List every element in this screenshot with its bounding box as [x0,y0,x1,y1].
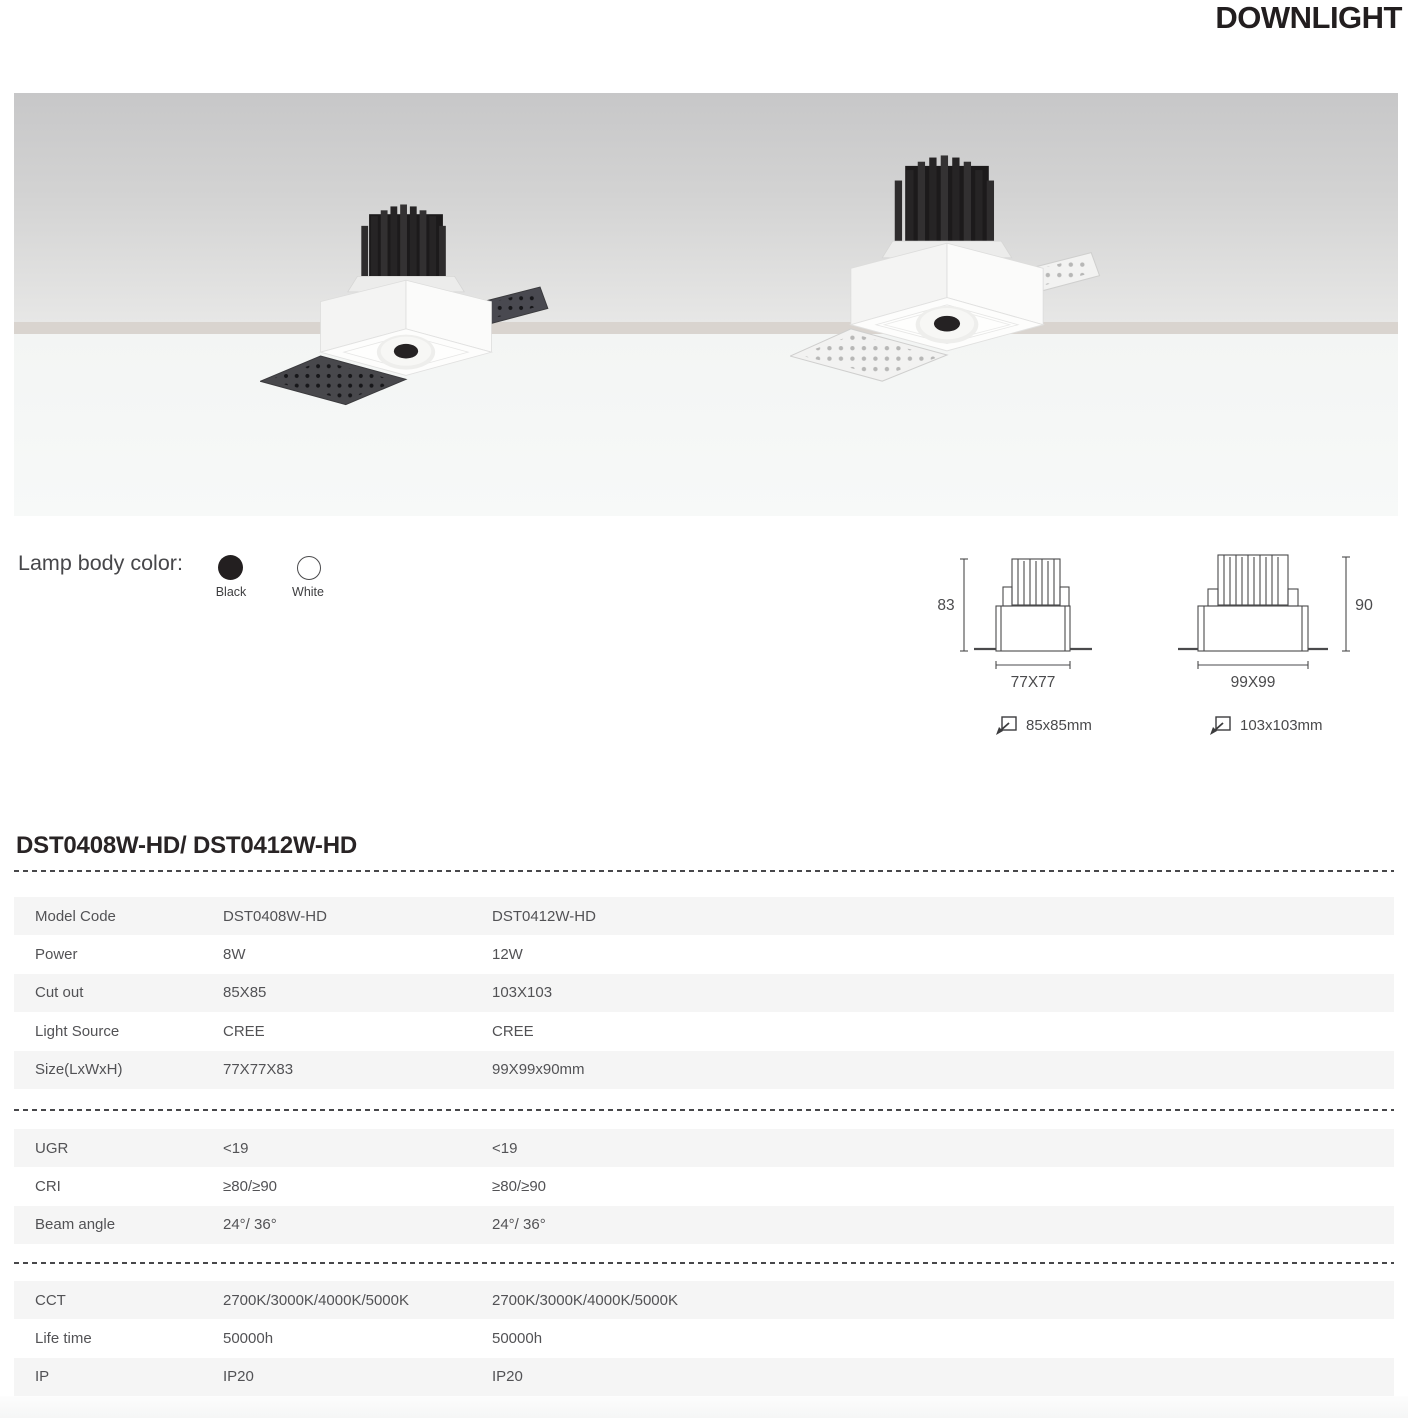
height-dim-label-small: 83 [937,597,955,614]
white-swatch-label: White [292,585,324,599]
banner-background [14,93,1398,322]
row-value-2: 24°/ 36° [492,1216,546,1234]
row-value-2: 12W [492,946,523,964]
product-photo-banner [14,93,1398,516]
cutout-size-label: 103x103mm [1240,717,1323,734]
page-title: DOWNLIGHT [1215,0,1402,35]
table-row [14,1129,1394,1167]
page-bottom-fade [0,1396,1408,1418]
ceiling-line [14,322,1398,334]
dimension-drawing-large [1178,547,1388,692]
row-value-2: 103X103 [492,984,553,1002]
row-label: Power [35,946,78,964]
table-row [14,974,1394,1012]
row-value-1: 77X77X83 [223,1061,294,1079]
dimension-drawing-small [928,547,1108,692]
row-label: Size(LxWxH) [35,1061,123,1079]
row-label: Beam angle [35,1216,116,1234]
row-value-1: 85X85 [223,984,267,1002]
row-value-1: 2700K/3000K/4000K/5000K [223,1291,409,1309]
table-row [14,1358,1394,1396]
table-row [14,1206,1394,1244]
model-title: DST0408W-HD/ DST0412W-HD [16,832,357,859]
row-value-1: CREE [223,1022,265,1040]
spec-table-section-general [14,897,1394,1089]
dashed-divider [14,1262,1394,1264]
table-row [14,1319,1394,1357]
table-row [14,1012,1394,1050]
row-value-2: DST0412W-HD [492,907,596,925]
row-value-1: <19 [223,1139,249,1157]
row-value-2: CREE [492,1022,534,1040]
row-label: CCT [35,1291,66,1309]
table-row [14,897,1394,935]
row-label: UGR [35,1139,69,1157]
spec-table-section-electrical [14,1281,1394,1396]
white-swatch-icon [297,556,321,580]
spec-table-section-optical [14,1129,1394,1244]
dashed-divider [14,870,1394,872]
cutout-icon [996,715,1018,736]
row-label: Life time [35,1330,92,1348]
table-row [14,935,1394,973]
row-value-1: ≥80/≥90 [223,1178,278,1196]
cutout-spec-small [996,715,1092,736]
row-label: Cut out [35,984,84,1002]
product-render-dst0408w [260,187,552,425]
table-row [14,1281,1394,1319]
row-value-2: 2700K/3000K/4000K/5000K [492,1291,678,1309]
row-label: Model Code [35,907,116,925]
heatsink-shape [895,155,994,247]
row-value-2: 50000h [492,1330,543,1348]
footprint-dim-label-large: 99X99 [1230,674,1276,691]
banner-foreground [14,334,1398,516]
row-label: Light Source [35,1022,120,1040]
cutout-spec-large [1210,715,1323,736]
row-value-1: DST0408W-HD [223,907,327,925]
cutout-size-label: 85x85mm [1026,717,1092,734]
table-row [14,1051,1394,1089]
row-value-1: 24°/ 36° [223,1216,277,1234]
table-row [14,1167,1394,1205]
row-value-2: 99X99x90mm [492,1061,585,1079]
footprint-dim-label-small: 77X77 [1010,674,1056,691]
row-value-1: 50000h [223,1330,274,1348]
heatsink-shape [361,204,446,282]
height-dim-label-large: 90 [1355,597,1373,614]
row-label: CRI [35,1178,61,1196]
row-value-2: IP20 [492,1368,523,1386]
row-label: IP [35,1368,50,1386]
black-swatch-icon [218,555,243,580]
dashed-divider [14,1109,1394,1111]
row-value-2: ≥80/≥90 [492,1178,547,1196]
product-render-dst0412w [790,145,1104,401]
lamp-body-color-label: Lamp body color: [18,551,183,575]
row-value-2: <19 [492,1139,518,1157]
cutout-icon [1210,715,1232,736]
black-swatch-label: Black [215,585,247,599]
row-value-1: 8W [223,946,246,964]
row-value-1: IP20 [223,1368,254,1386]
